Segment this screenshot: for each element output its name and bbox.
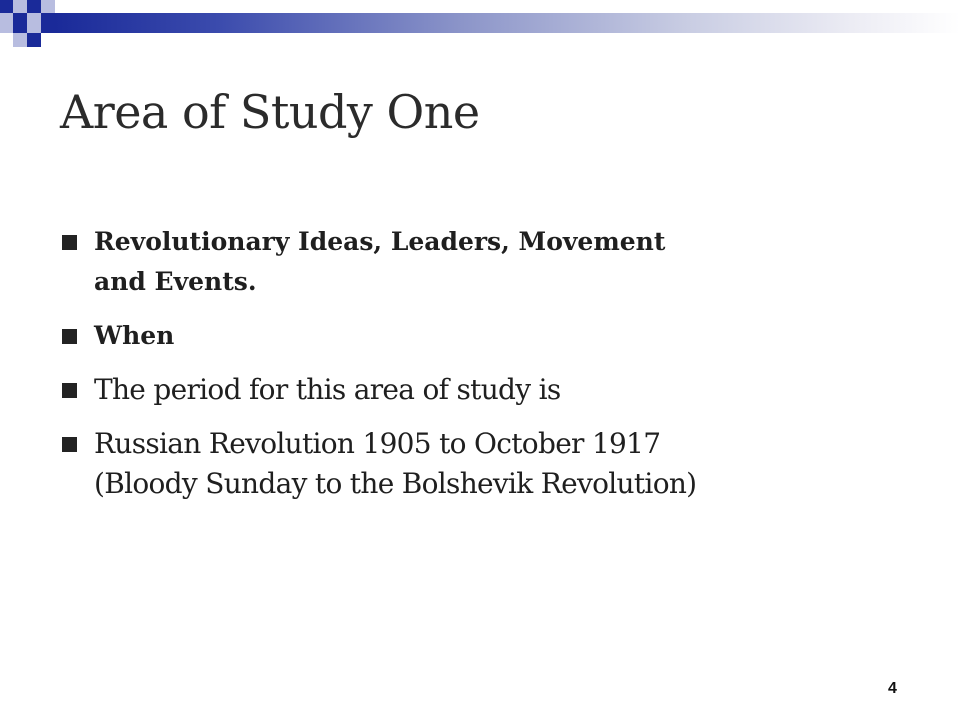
bullet-line: (Bloody Sunday to the Bolshevik Revolution) bbox=[94, 467, 697, 500]
bullet-line: Revolutionary Ideas, Leaders, Movement bbox=[94, 227, 666, 256]
square-bullet-icon bbox=[62, 235, 77, 250]
bullet-item bbox=[60, 222, 920, 302]
bullet-item bbox=[60, 424, 920, 504]
bullet-line: The period for this area of study is bbox=[94, 373, 561, 406]
bullet-item bbox=[60, 316, 920, 356]
slide-number: 4 bbox=[888, 680, 897, 697]
bullet-list bbox=[60, 222, 920, 504]
square-bullet-icon bbox=[62, 329, 77, 344]
bullet-item bbox=[60, 370, 920, 410]
square-bullet-icon bbox=[62, 383, 77, 398]
slide-title: Area of Study One bbox=[60, 85, 480, 139]
bullet-line: and Events. bbox=[94, 267, 257, 296]
bullet-line: When bbox=[94, 321, 175, 350]
header-decoration-bar bbox=[55, 13, 960, 33]
bullet-line: Russian Revolution 1905 to October 1917 bbox=[94, 427, 661, 460]
square-bullet-icon bbox=[62, 437, 77, 452]
